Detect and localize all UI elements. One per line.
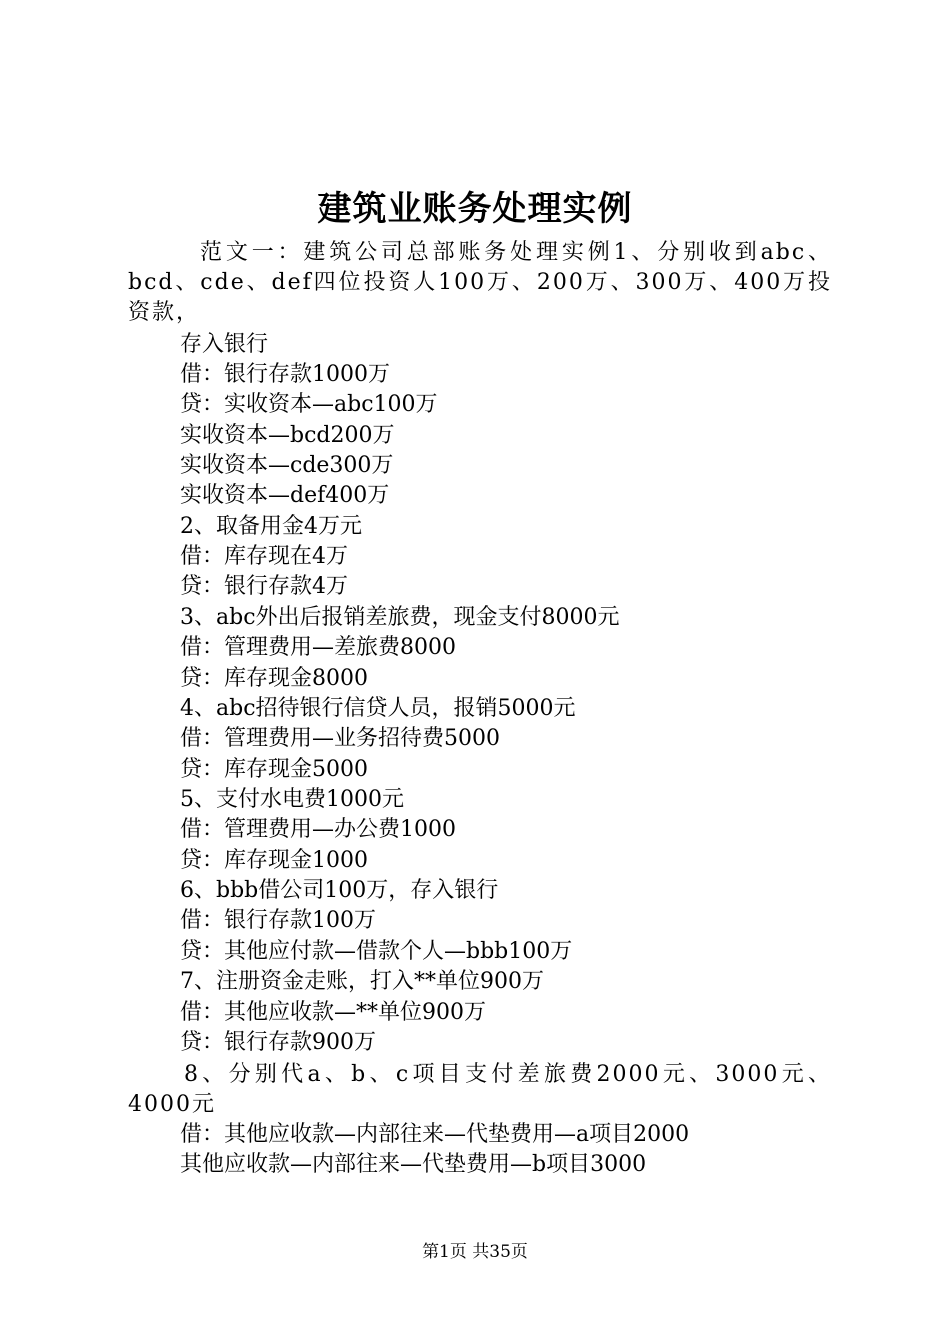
document-title: 建筑业账务处理实例 <box>317 189 633 229</box>
entry-line: 贷：其他应付款—借款个人—bbb100万 <box>180 939 573 964</box>
entry-line: 3、abc外出后报销差旅费，现金支付8000元 <box>180 605 620 630</box>
entry-line: 贷：实收资本—abc100万 <box>180 392 438 417</box>
entry-line: 借：银行存款100万 <box>180 908 376 933</box>
entry-line: 借：其他应收款—**单位900万 <box>180 1000 486 1025</box>
page-footer: 第1页 共35页 <box>422 1242 528 1262</box>
entry-line: 实收资本—def400万 <box>180 483 390 508</box>
intro-paragraph: 范文一：建筑公司总部账务处理实例1、分别收到abc、bcd、cde、def四位投资人100万、200万、300万、400万投资款， <box>128 240 832 325</box>
entry-line: 5、支付水电费1000元 <box>180 787 404 812</box>
entry-line: 借：库存现在4万 <box>180 544 348 569</box>
item8-paragraph: 8、分别代a、b、c项目支付差旅费2000元、3000元、4000元 <box>128 1062 832 1117</box>
entry-line: 其他应收款—内部往来—代垫费用—b项目3000 <box>180 1152 647 1177</box>
entry-line: 借：管理费用—办公费1000 <box>180 817 456 842</box>
entry-line: 借：银行存款1000万 <box>180 362 390 387</box>
entry-line: 贷：银行存款4万 <box>180 574 348 599</box>
entry-line: 实收资本—cde300万 <box>180 453 394 478</box>
entry-line: 借：管理费用—差旅费8000 <box>180 635 456 660</box>
entry-line: 4、abc招待银行信贷人员，报销5000元 <box>180 696 576 721</box>
entry-line: 存入银行 <box>180 332 269 357</box>
entry-line: 贷：库存现金1000 <box>180 848 368 873</box>
entry-line: 借：管理费用—业务招待费5000 <box>180 726 500 751</box>
entry-line: 6、bbb借公司100万，存入银行 <box>180 878 499 903</box>
entry-line: 实收资本—bcd200万 <box>180 423 395 448</box>
entry-line: 2、取备用金4万元 <box>180 514 362 539</box>
entry-line: 借：其他应收款—内部往来—代垫费用—a项目2000 <box>180 1122 690 1147</box>
entry-line: 贷：库存现金8000 <box>180 666 368 691</box>
entry-line: 贷：银行存款900万 <box>180 1030 376 1055</box>
entry-line: 贷：库存现金5000 <box>180 757 368 782</box>
entry-line: 7、注册资金走账，打入**单位900万 <box>180 969 544 994</box>
